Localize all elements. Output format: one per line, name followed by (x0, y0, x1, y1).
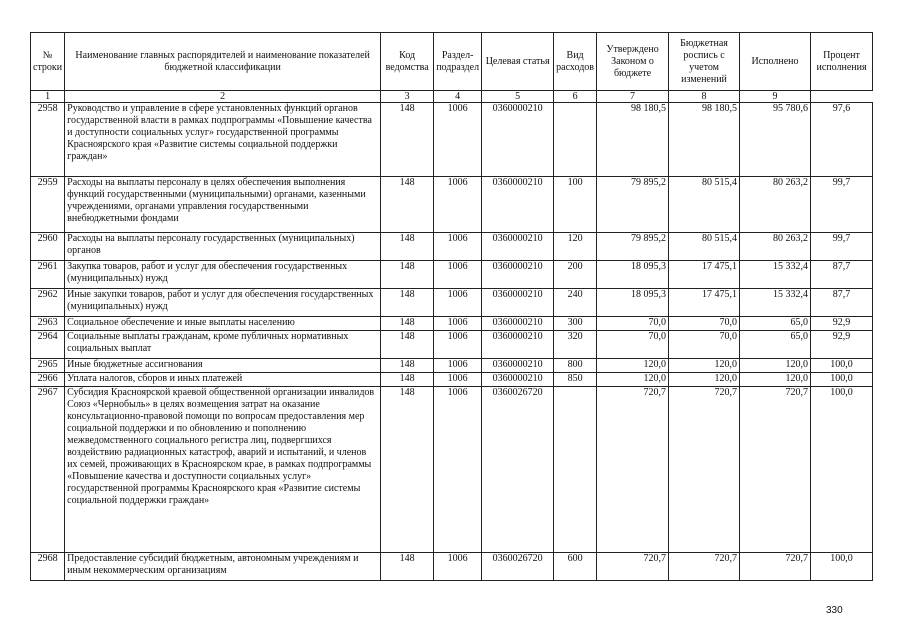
column-number: 4 (434, 91, 482, 103)
header-approved: Утверждено Законом о бюджете (597, 33, 669, 91)
executed-amount: 720,7 (740, 387, 811, 553)
column-number: 2 (65, 91, 381, 103)
dept-code: 148 (381, 103, 434, 177)
target-article: 0360026720 (482, 553, 554, 581)
target-article: 0360026720 (482, 387, 554, 553)
row-number: 2968 (31, 553, 65, 581)
dept-code: 148 (381, 553, 434, 581)
row-number: 2965 (31, 359, 65, 373)
budget-list-amount: 80 515,4 (669, 233, 740, 261)
target-article: 0360000210 (482, 317, 554, 331)
percent-executed: 100,0 (811, 359, 873, 373)
budget-list-amount: 720,7 (669, 553, 740, 581)
approved-amount: 18 095,3 (597, 289, 669, 317)
dept-code: 148 (381, 261, 434, 289)
section-code: 1006 (434, 289, 482, 317)
executed-amount: 80 263,2 (740, 177, 811, 233)
percent-executed: 92,9 (811, 331, 873, 359)
expense-type (554, 387, 597, 553)
dept-code: 148 (381, 359, 434, 373)
row-number: 2961 (31, 261, 65, 289)
target-article: 0360000210 (482, 373, 554, 387)
row-name: Иные закупки товаров, работ и услуг для обеспечения государственных (муниципальных) нужд (65, 289, 381, 317)
section-code: 1006 (434, 387, 482, 553)
budget-list-amount: 80 515,4 (669, 177, 740, 233)
section-code: 1006 (434, 261, 482, 289)
expense-type: 100 (554, 177, 597, 233)
percent-executed: 87,7 (811, 261, 873, 289)
table-row (31, 331, 873, 359)
row-number: 2958 (31, 103, 65, 177)
column-number: 3 (381, 91, 434, 103)
section-code: 1006 (434, 553, 482, 581)
header-budget-list: Бюджетная роспись с учетом изменений (669, 33, 740, 91)
target-article: 0360000210 (482, 359, 554, 373)
budget-list-amount: 120,0 (669, 359, 740, 373)
table-row (31, 553, 873, 581)
table-row (31, 373, 873, 387)
expense-type: 800 (554, 359, 597, 373)
expense-type: 600 (554, 553, 597, 581)
budget-list-amount: 17 475,1 (669, 261, 740, 289)
percent-executed: 100,0 (811, 387, 873, 553)
executed-amount: 720,7 (740, 553, 811, 581)
header-row (31, 33, 873, 91)
expense-type: 300 (554, 317, 597, 331)
approved-amount: 70,0 (597, 331, 669, 359)
header-name: Наименование главных распорядителей и наименование показателей бюджетной классификации (65, 33, 381, 91)
target-article: 0360000210 (482, 233, 554, 261)
header-executed: Исполнено (740, 33, 811, 91)
expense-type: 200 (554, 261, 597, 289)
approved-amount: 120,0 (597, 359, 669, 373)
expense-type: 320 (554, 331, 597, 359)
row-number: 2966 (31, 373, 65, 387)
section-code: 1006 (434, 317, 482, 331)
approved-amount: 70,0 (597, 317, 669, 331)
row-name: Социальное обеспечение и иные выплаты населению (65, 317, 381, 331)
row-number: 2959 (31, 177, 65, 233)
percent-executed: 92,9 (811, 317, 873, 331)
table-row (31, 233, 873, 261)
dept-code: 148 (381, 317, 434, 331)
percent-executed: 87,7 (811, 289, 873, 317)
executed-amount: 65,0 (740, 331, 811, 359)
column-number: 8 (669, 91, 740, 103)
section-code: 1006 (434, 373, 482, 387)
expense-type: 240 (554, 289, 597, 317)
percent-executed: 97,6 (811, 103, 873, 177)
column-number: 6 (554, 91, 597, 103)
budget-execution-table (30, 32, 873, 581)
table-row (31, 103, 873, 177)
header-target: Целевая статья (482, 33, 554, 91)
dept-code: 148 (381, 233, 434, 261)
section-code: 1006 (434, 359, 482, 373)
dept-code: 148 (381, 177, 434, 233)
expense-type (554, 103, 597, 177)
dept-code: 148 (381, 331, 434, 359)
target-article: 0360000210 (482, 177, 554, 233)
approved-amount: 720,7 (597, 553, 669, 581)
header-dept-code: Код ведомства (381, 33, 434, 91)
percent-executed: 99,7 (811, 177, 873, 233)
executed-amount: 80 263,2 (740, 233, 811, 261)
dept-code: 148 (381, 373, 434, 387)
table-row (31, 177, 873, 233)
section-code: 1006 (434, 103, 482, 177)
percent-executed: 100,0 (811, 553, 873, 581)
target-article: 0360000210 (482, 331, 554, 359)
dept-code: 148 (381, 387, 434, 553)
approved-amount: 79 895,2 (597, 233, 669, 261)
budget-list-amount: 17 475,1 (669, 289, 740, 317)
section-code: 1006 (434, 331, 482, 359)
approved-amount: 79 895,2 (597, 177, 669, 233)
table-row (31, 289, 873, 317)
row-name: Расходы на выплаты персоналу в целях обеспечения выполнения функций государственными (муниципальными) органами, казенными учреждениями, органами управления государственными внебюджетными фондами (65, 177, 381, 233)
column-number: 5 (482, 91, 554, 103)
column-number: 1 (31, 91, 65, 103)
header-percent: Процент исполнения (811, 33, 873, 91)
table-row (31, 261, 873, 289)
section-code: 1006 (434, 233, 482, 261)
header-expense-type: Вид расходов (554, 33, 597, 91)
row-name: Расходы на выплаты персоналу государственных (муниципальных) органов (65, 233, 381, 261)
target-article: 0360000210 (482, 261, 554, 289)
expense-type: 850 (554, 373, 597, 387)
row-name: Социальные выплаты гражданам, кроме публичных нормативных социальных выплат (65, 331, 381, 359)
approved-amount: 720,7 (597, 387, 669, 553)
approved-amount: 98 180,5 (597, 103, 669, 177)
row-name: Предоставление субсидий бюджетным, автономным учреждениям и иным некоммерческим организациям (65, 553, 381, 581)
target-article: 0360000210 (482, 103, 554, 177)
header-row-no: № строки (31, 33, 65, 91)
expense-type: 120 (554, 233, 597, 261)
column-number: 9 (740, 91, 811, 103)
row-name: Уплата налогов, сборов и иных платежей (65, 373, 381, 387)
row-number: 2962 (31, 289, 65, 317)
budget-list-amount: 70,0 (669, 331, 740, 359)
table-body (31, 103, 873, 581)
approved-amount: 120,0 (597, 373, 669, 387)
section-code: 1006 (434, 177, 482, 233)
row-name: Субсидия Красноярской краевой общественной организации инвалидов Союз «Чернобыль» в целях возмещения затрат на оказание консультационно-правовой помощи по вопросам предоставления мер социальной поддержки и по обновлению и пополнению межведомственного социального регистра лиц, подвергшихся воздействию радиационных катастроф, аварий и испытаний, и членов их семей, проживающих в Красноярском крае, в рамках подпрограммы «Повышение качества и доступности социальных услуг» государственной программы Красноярского края «Развитие системы социальной поддержки граждан» (65, 387, 381, 553)
executed-amount: 120,0 (740, 359, 811, 373)
executed-amount: 95 780,6 (740, 103, 811, 177)
row-number: 2963 (31, 317, 65, 331)
executed-amount: 15 332,4 (740, 289, 811, 317)
row-number: 2964 (31, 331, 65, 359)
executed-amount: 120,0 (740, 373, 811, 387)
executed-amount: 65,0 (740, 317, 811, 331)
budget-list-amount: 120,0 (669, 373, 740, 387)
target-article: 0360000210 (482, 289, 554, 317)
table-row (31, 359, 873, 373)
row-name: Закупка товаров, работ и услуг для обеспечения государственных (муниципальных) нужд (65, 261, 381, 289)
column-number-row (31, 91, 873, 103)
dept-code: 148 (381, 289, 434, 317)
row-name: Иные бюджетные ассигнования (65, 359, 381, 373)
page-number: 330 (826, 605, 843, 616)
table-row (31, 317, 873, 331)
budget-list-amount: 70,0 (669, 317, 740, 331)
row-number: 2960 (31, 233, 65, 261)
table-row (31, 387, 873, 553)
column-number: 7 (597, 91, 669, 103)
percent-executed: 100,0 (811, 373, 873, 387)
budget-list-amount: 98 180,5 (669, 103, 740, 177)
row-number: 2967 (31, 387, 65, 553)
budget-list-amount: 720,7 (669, 387, 740, 553)
executed-amount: 15 332,4 (740, 261, 811, 289)
approved-amount: 18 095,3 (597, 261, 669, 289)
header-section: Раздел-подраздел (434, 33, 482, 91)
row-name: Руководство и управление в сфере установленных функций органов государственной власти в рамках подпрограммы «Повышение качества и доступности социальных услуг» государственной программы Красноярского края «Развитие системы социальной поддержки граждан» (65, 103, 381, 177)
percent-executed: 99,7 (811, 233, 873, 261)
